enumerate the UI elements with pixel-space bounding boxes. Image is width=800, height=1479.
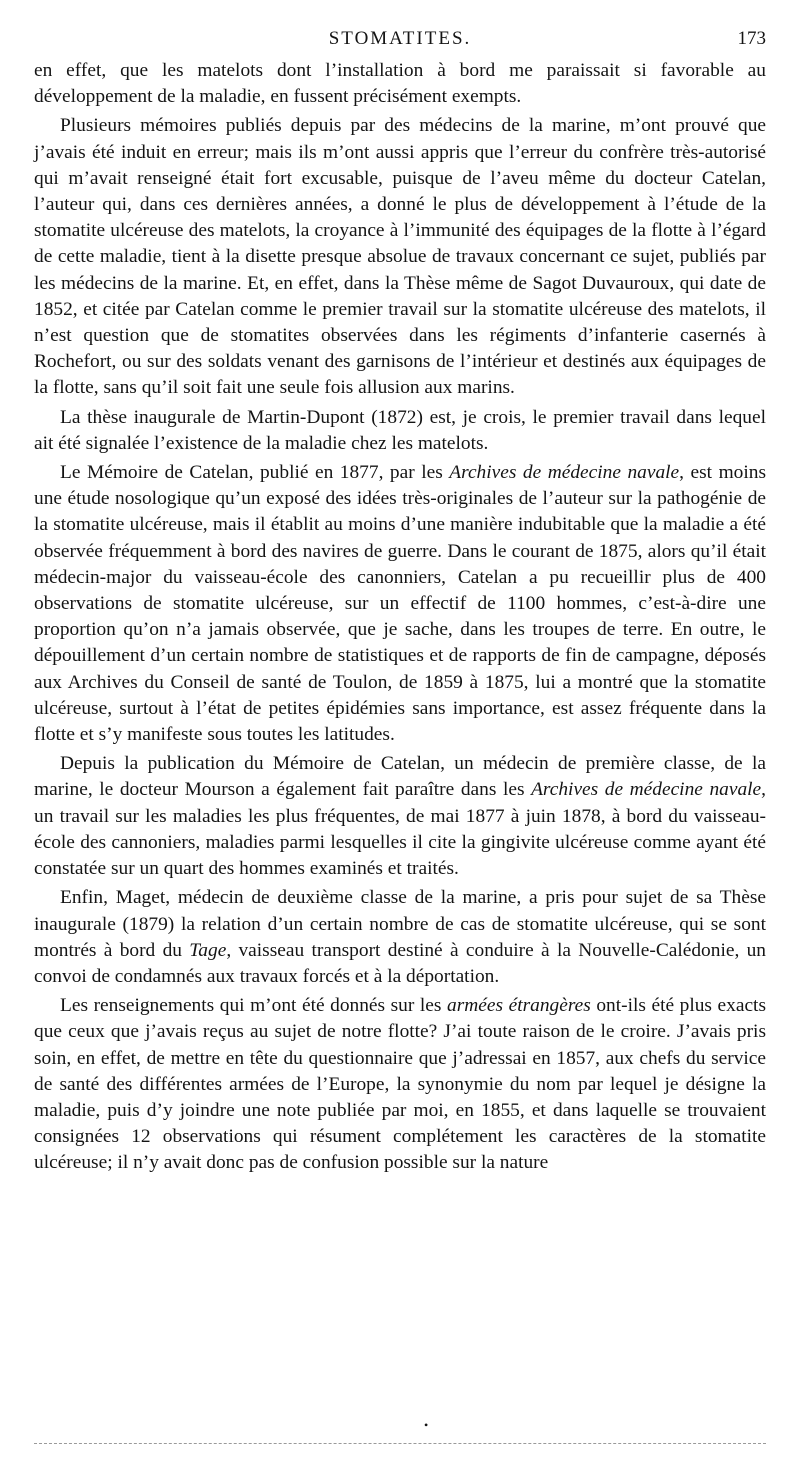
paragraph: [34, 751, 766, 882]
paragraph: [34, 885, 766, 990]
running-title: STOMATITES.: [328, 28, 472, 49]
text-run: Le Mémoire de Catelan, publié en 1877, par les: [60, 462, 450, 484]
paragraph: [34, 460, 766, 748]
text-run: Enfin, Maget, médecin de deuxième classe de la marine, a pris pour sujet de sa Thèse inaugurale (1879) la relation d’un certain nombre de cas de stomatite ulcéreuse, qui se sont montrés à bord du: [34, 887, 766, 961]
paragraph: [34, 405, 766, 457]
footer-dot-mark: •: [424, 1418, 429, 1432]
body-text: [34, 58, 766, 1177]
italic-text: Tage: [189, 939, 227, 961]
book-page: [34, 28, 766, 1177]
text-run: , vaisseau transport destiné à conduire à la Nouvelle-Calédonie, un convoi de condamnés aux travaux forcés et à la déportation.: [34, 939, 767, 987]
text-run: ont-ils été plus exacts que ceux que j’avais reçus au sujet de notre flotte? J’ai toute raison de le croire. J’avais pris soin, en effet, de mettre en tête du questionnaire que j’adressai en 1857, aux chefs du service de santé des différentes armées de l’Europe, la synonymie du nom par lequel je désigne la maladie, puis d’y joindre une note publiée par moi, en 1855, et dans laquelle se trouvaient consignées 12 observations qui résument complétement les caractères de la stomatite ulcéreuse; il n’y avait donc pas de confusion possible sur la nature: [34, 995, 766, 1174]
text-run: en effet, que les matelots dont l’installation à bord me paraissait si favorable au développement de la maladie, en fussent précisément exempts.: [34, 60, 766, 108]
text-run: , est moins une étude nosologique qu’un exposé des idées très-originales de l’auteur sur la pathogénie de la stomatite ulcéreuse, mais il établit au moins d’une manière indubitable que la maladie a été observée fréquemment à bord des navires de guerre. Dans le courant de 1875, alors qu’il était médecin-major du vaisseau-école des canonniers, Catelan a pu recueillir plus de 400 observations de stomatite ulcéreuse, sur un effectif de 1100 hommes, c’est-à-dire une proportion qu’on n’a jamais observée, que je sache, dans les troupes de terre. En outre, le dépouillement d’un certain nombre de statistiques et de rapports de fin de campagne, déposés aux Archives du Conseil de santé de Toulon, de 1859 à 1875, lui a montré que la stomatite ulcéreuse, surtout à l’état de petites épidémies sans importance, est assez fréquente dans la flotte et s’y manifeste sous toutes les latitudes.: [34, 462, 766, 746]
text-run: Plusieurs mémoires publiés depuis par des médecins de la marine, m’ont prouvé que j’avais été induit en erreur; mais ils m’ont aussi appris que l’erreur du confrère très-autorisé qui m’avait renseigné était fort excusable, puisque de l’aveu même du docteur Catelan, l’auteur qui, dans ces dernières années, a donné le plus de développement à l’étude de la stomatite ulcéreuse des matelots, la croyance à l’immunité des équipages de la flotte à l’égard de cette maladie, tient à la disette presque absolue de travaux concernant ce sujet, publiés par les médecins de la marine. Et, en effet, dans la Thèse même de Sagot Duvauroux, qui date de 1852, et citée par Catelan comme le premier travail sur la stomatite ulcéreuse des matelots, il n’est question que de stomatites observées dans les régiments d’infanterie casernés à Rochefort, ou sur des soldats venant des garnisons de l’intérieur et destinés aux équipages de la flotte, sans qu’il soit fait une seule fois allusion aux marins.: [34, 115, 766, 399]
italic-text: Archives de médecine navale: [531, 779, 762, 801]
text-run: Les renseignements qui m’ont été donnés sur les: [60, 995, 448, 1017]
paragraph: [34, 993, 766, 1176]
italic-text: Archives de médecine navale: [449, 462, 680, 484]
italic-text: armées étrangères: [447, 995, 591, 1017]
paragraph: [34, 113, 766, 401]
page-header: [34, 28, 766, 58]
text-run: , un travail sur les maladies les plus fréquentes, de mai 1877 à juin 1878, à bord du vaisseau-école des cannoniers, maladies parmi lesquelles il cite la gingivite ulcéreuse comme ayant été constatée sur un quart des hommes examinés et traités.: [34, 779, 766, 880]
text-run: La thèse inaugurale de Martin-Dupont (1872) est, je crois, le premier travail dans lequel ait été signalée l’existence de la maladie chez les matelots.: [34, 406, 766, 454]
footer-dashed-rule: [34, 1443, 766, 1444]
page-number: 173: [737, 28, 766, 49]
text-run: Depuis la publication du Mémoire de Catelan, un médecin de première classe, de la marine, le docteur Mourson a également fait paraître dans les: [34, 753, 766, 801]
paragraph: [34, 58, 766, 110]
